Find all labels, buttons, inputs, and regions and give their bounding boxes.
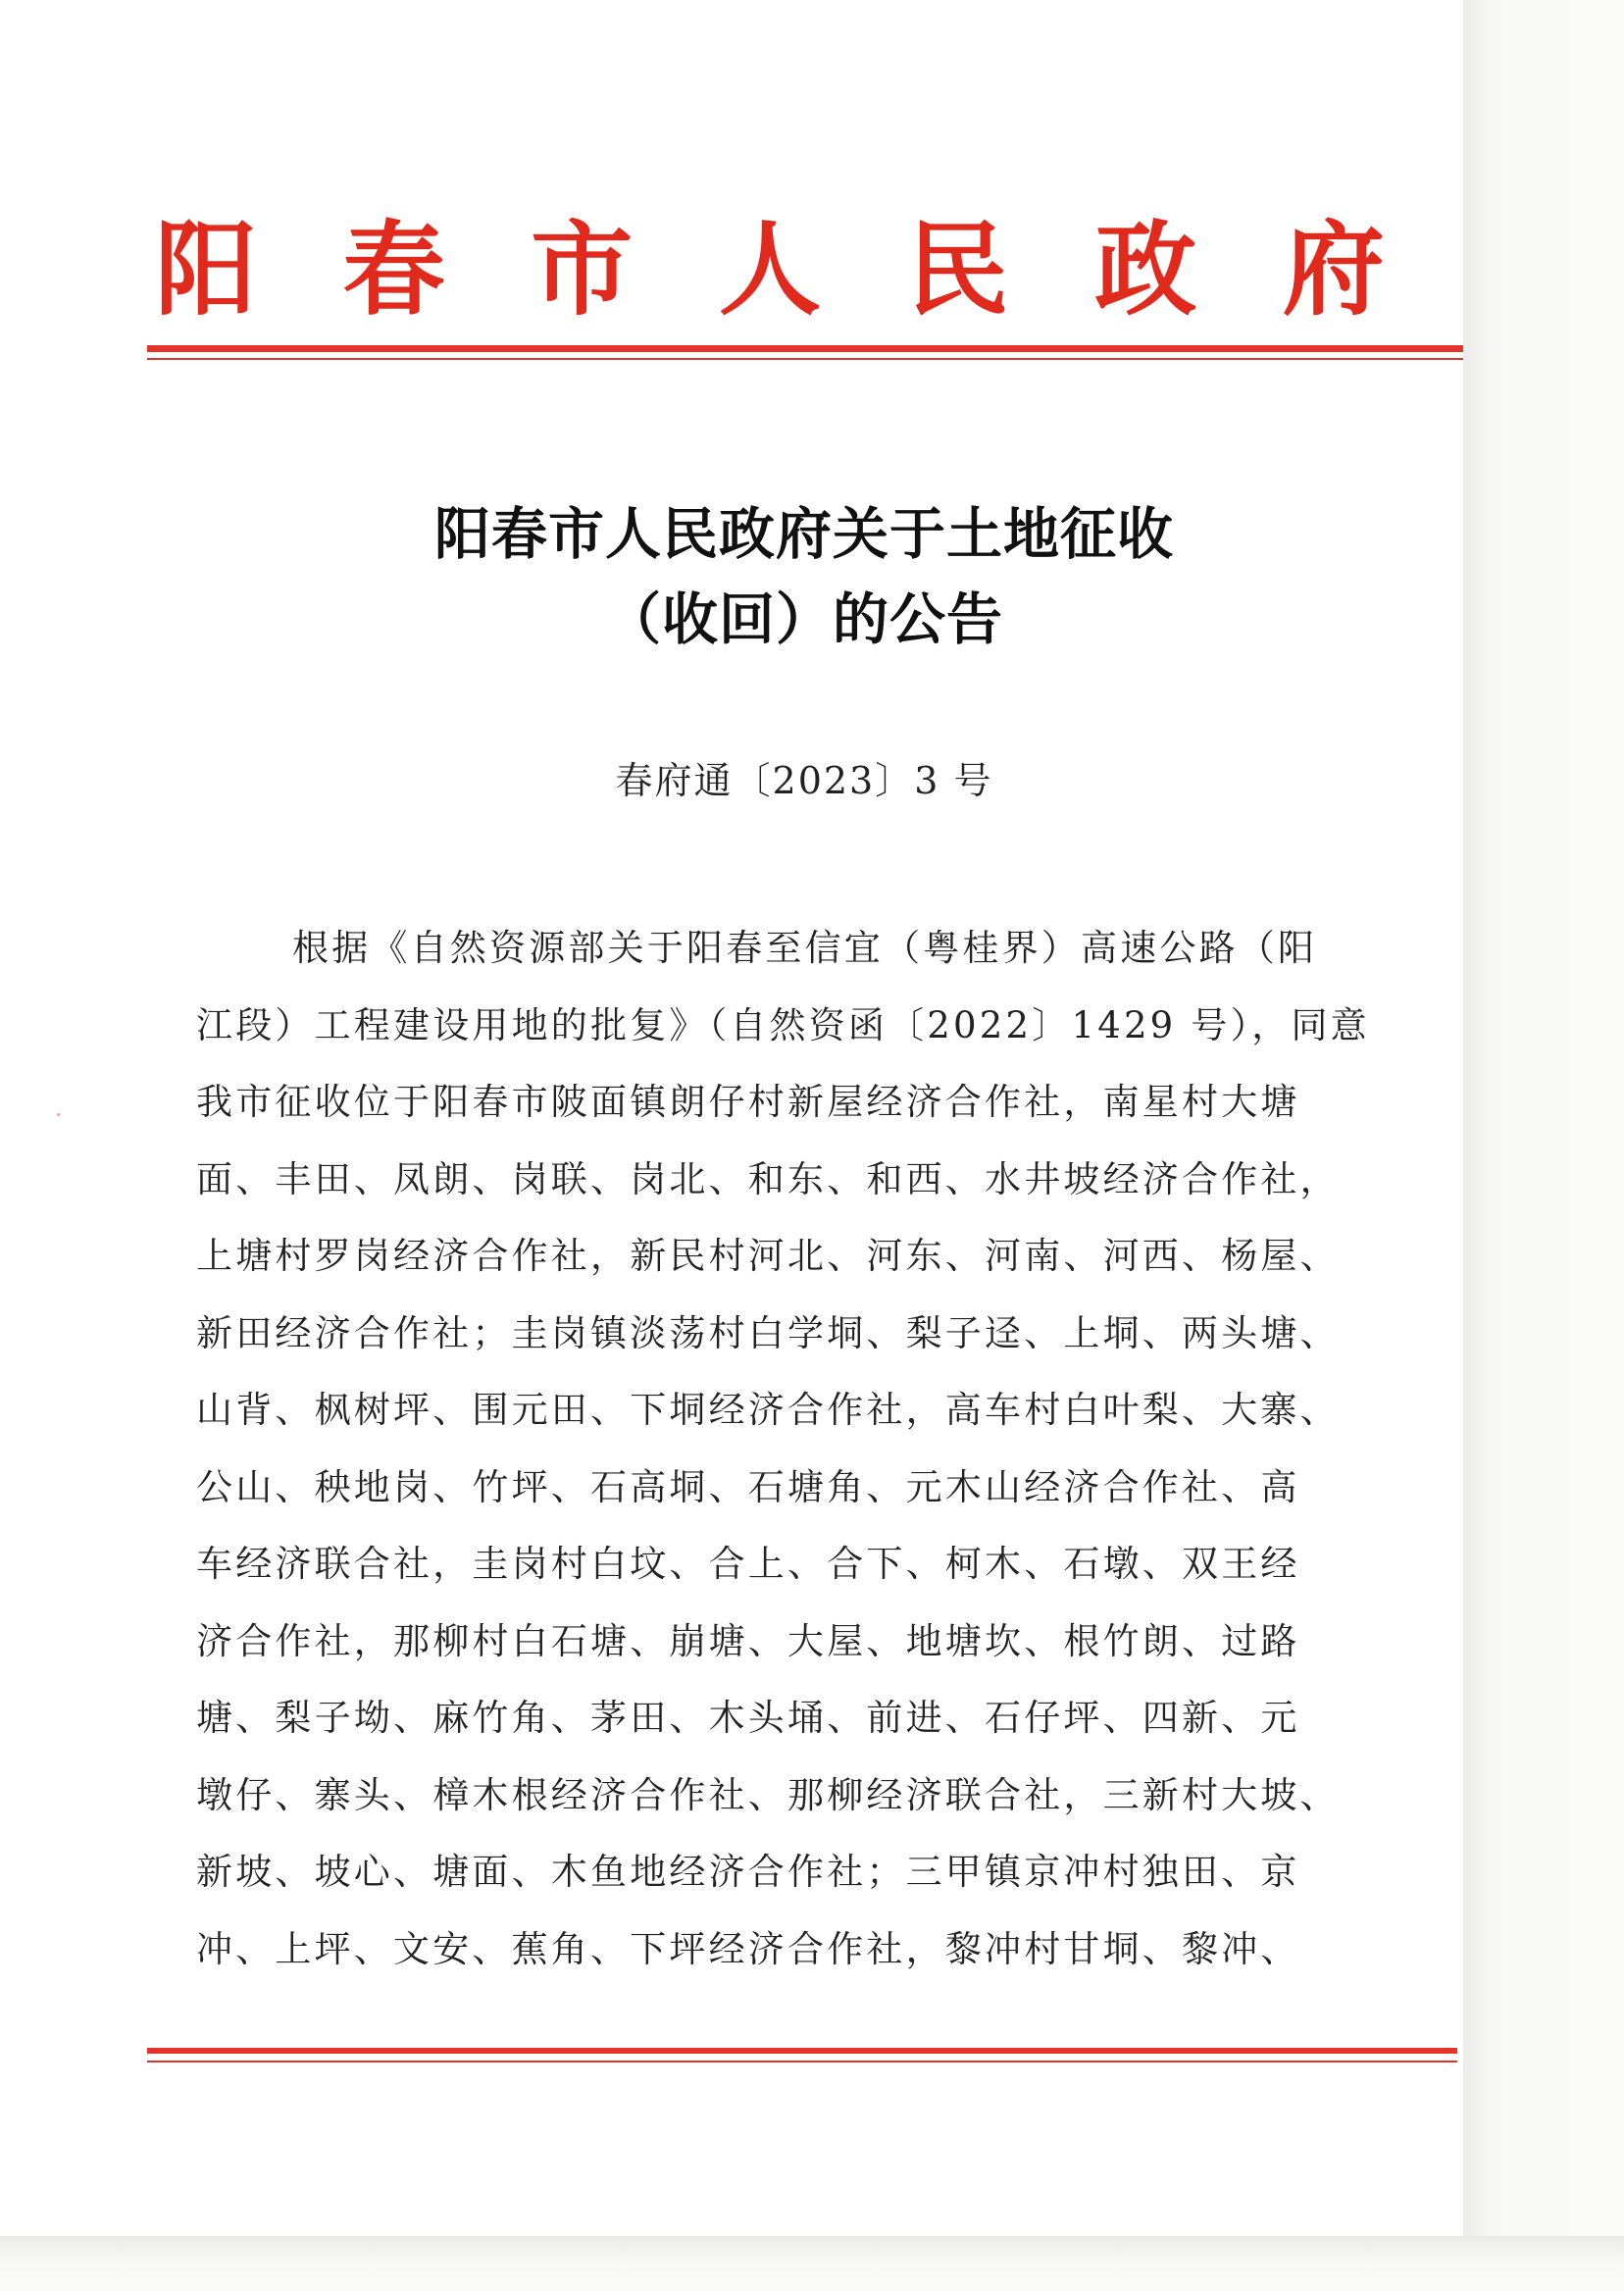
- masthead-char: 人: [718, 209, 821, 330]
- notice-title-line-1: 阳春市人民政府关于土地征收: [434, 501, 1174, 567]
- body-line: 塘、梨子坳、麻竹角、茅田、木头埇、前进、石仔坪、四新、元: [196, 1697, 1300, 1739]
- body-line: 我市征收位于阳春市陂面镇朗仔村新屋经济合作社，南星村大塘: [196, 1081, 1300, 1123]
- body-line: 冲、上坪、文安、蕉角、下坪经济合作社，黎冲村甘垌、黎冲、: [196, 1927, 1300, 1970]
- footer-rule-thick: [147, 2048, 1457, 2054]
- scanner-margin-bottom: [0, 2236, 1624, 2291]
- body-line: 山背、枫树坪、围元田、下垌经济合作社，高车村白叶梨、大寨、: [196, 1389, 1340, 1431]
- masthead-char: 民: [906, 209, 1009, 330]
- body-line: 公山、秧地岗、竹坪、石高垌、石塘角、元木山经济合作社、高: [196, 1465, 1300, 1508]
- body-line: 面、丰田、凤朗、岗联、岗北、和东、和西、水井坡经济合作社，: [196, 1157, 1340, 1200]
- body-line: 上塘村罗岗经济合作社，新民村河北、河东、河南、河西、杨屋、: [196, 1235, 1340, 1277]
- body-line: 墩仔、寨头、樟木根经济合作社、那柳经济联合社，三新村大坡、: [196, 1773, 1340, 1816]
- footer-rule-thin: [147, 2061, 1457, 2062]
- body-line: 新坡、坡心、塘面、木鱼地经济合作社；三甲镇京冲村独田、京: [196, 1851, 1300, 1893]
- body-line: 车经济联合社，圭岗村白坟、合上、合下、柯木、石墩、双王经: [196, 1543, 1300, 1585]
- notice-body: [196, 910, 1412, 1988]
- masthead-char: 春: [342, 209, 445, 330]
- body-line: 根据《自然资源部关于阳春至信宜（粤桂界）高速公路（阳: [292, 927, 1318, 969]
- masthead-char: 阳: [154, 209, 257, 330]
- red-masthead: [147, 206, 1393, 333]
- document-number: 春府通〔2023〕3 号: [615, 759, 993, 802]
- masthead-char: 市: [531, 209, 634, 330]
- header-rule-thick: [147, 345, 1465, 352]
- body-line: 新田经济合作社；圭岗镇淡荡村白学垌、梨子迳、上垌、两头塘、: [196, 1311, 1340, 1354]
- scanner-margin-right: [1463, 0, 1624, 2291]
- scan-speck: [57, 1113, 60, 1116]
- body-line: 济合作社，那柳村白石塘、崩塘、大屋、地塘坎、根竹朗、过路: [196, 1619, 1300, 1662]
- notice-title-line-2: （收回）的公告: [605, 586, 1003, 652]
- body-line: 江段）工程建设用地的批复》（自然资函〔2022〕1429 号），同意: [196, 1003, 1370, 1046]
- masthead-char: 府: [1282, 209, 1385, 330]
- header-rule-thin: [147, 358, 1465, 360]
- masthead-char: 政: [1094, 209, 1197, 330]
